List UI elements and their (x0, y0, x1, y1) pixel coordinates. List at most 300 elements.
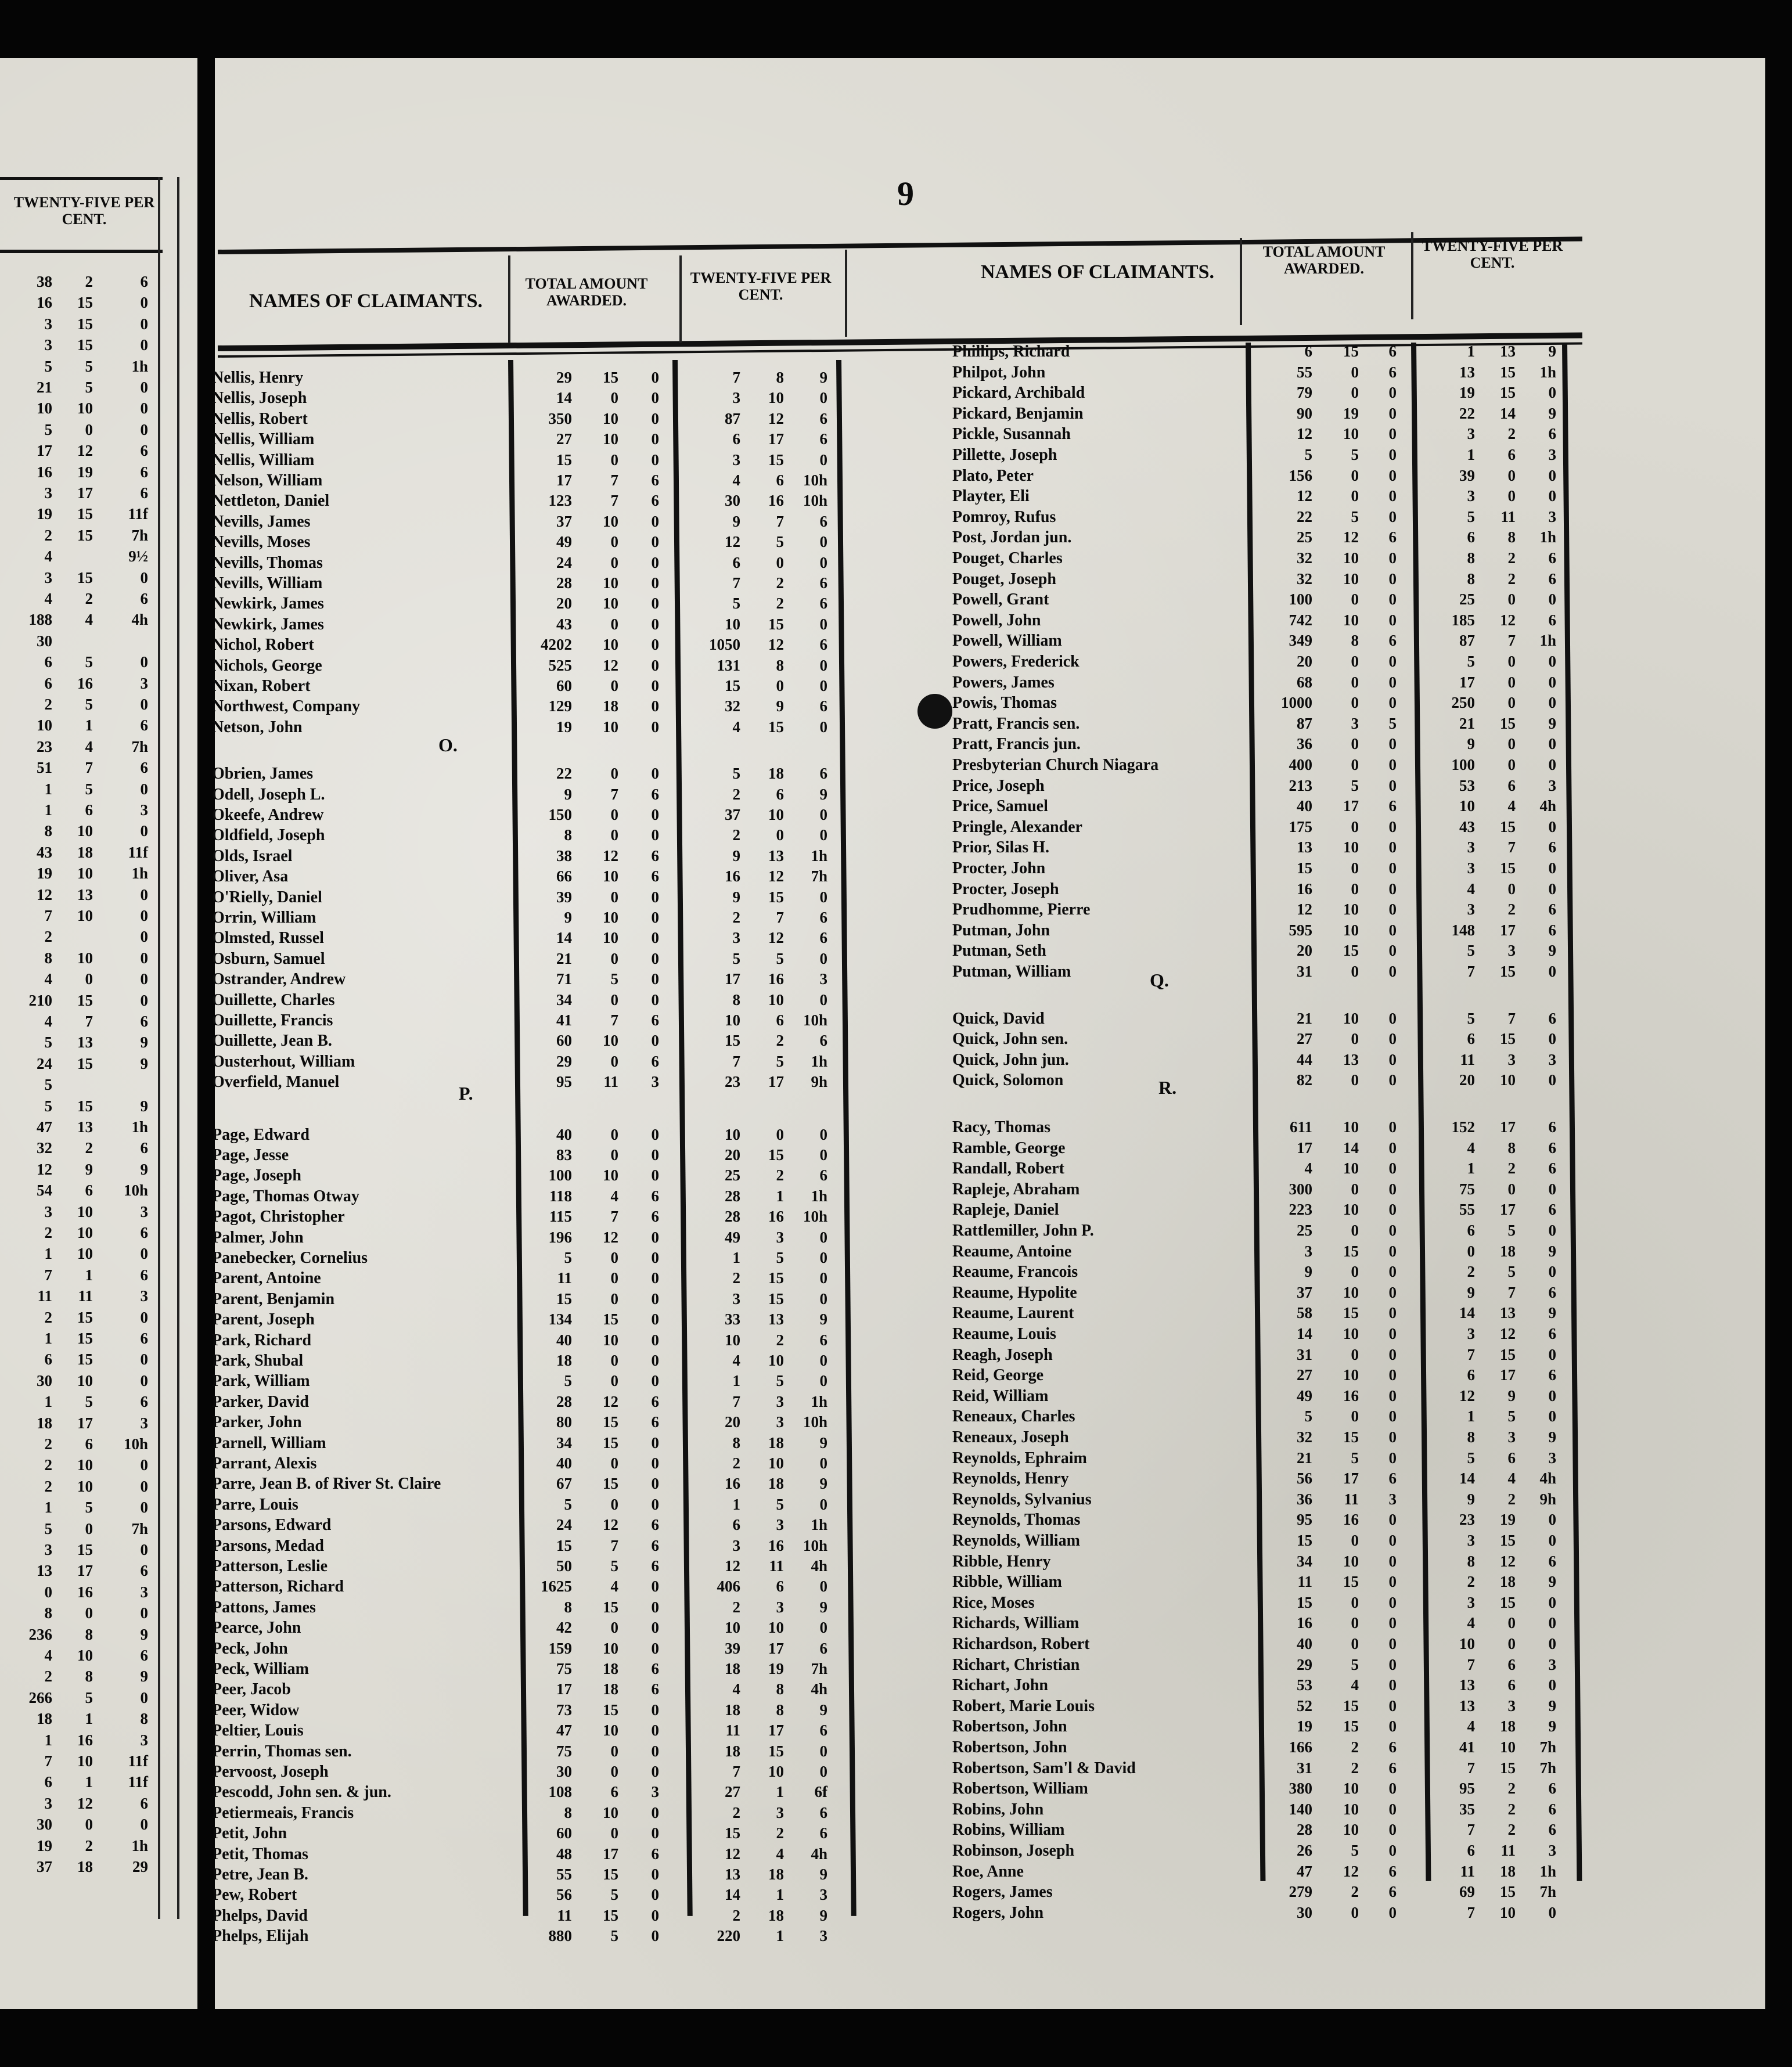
partial-amount-cell: 30 (37, 1371, 52, 1389)
total-amount-cell: 118 (549, 1187, 572, 1205)
partial-amount-cell: 1 (85, 1773, 93, 1791)
partial-amount-cell: 6 (140, 716, 148, 734)
partial-amount-cell: 47 (37, 1118, 52, 1136)
total-amount-cell: 18 (556, 1352, 572, 1369)
total-amount-cell: 6 (651, 1208, 659, 1226)
partial-amount-cell: 8 (44, 822, 52, 840)
total-amount-cell: 0 (1388, 776, 1397, 794)
partial-amount-cell: 5 (44, 1519, 52, 1537)
quarter-amount-cell: 18 (725, 1742, 740, 1760)
total-amount-cell: 880 (548, 1927, 572, 1945)
total-amount-cell: 6 (1304, 343, 1312, 360)
total-amount-cell: 0 (651, 1032, 659, 1050)
total-amount-cell: 742 (1289, 611, 1312, 629)
total-amount-cell: 0 (1388, 1821, 1397, 1839)
table-row (952, 1594, 1579, 1614)
quarter-amount-cell: 15 (1500, 714, 1516, 732)
section-letter-r: R. (1158, 1077, 1177, 1098)
total-amount-cell: 10 (603, 595, 618, 613)
quarter-amount-cell: 0 (1548, 1903, 1556, 1921)
quarter-amount-cell: 0 (819, 888, 827, 906)
quarter-amount-cell: 0 (819, 389, 827, 407)
total-amount-cell: 0 (610, 1146, 618, 1164)
total-amount-cell: 58 (1297, 1304, 1312, 1322)
hdr-divider-1 (508, 255, 510, 343)
total-amount-cell: 0 (1388, 1201, 1397, 1219)
total-amount-cell: 0 (1351, 880, 1359, 898)
claimant-name: Peck, John (212, 1639, 288, 1658)
total-amount-cell: 140 (1289, 1800, 1312, 1818)
total-amount-cell: 0 (651, 970, 659, 988)
partial-amount-cell: 18 (77, 1858, 93, 1875)
quarter-amount-cell: 5 (776, 1372, 784, 1390)
quarter-amount-cell: 7 (732, 1763, 740, 1780)
quarter-amount-cell: 6 (1548, 1009, 1556, 1027)
table-row (952, 1614, 1579, 1634)
quarter-amount-cell: 12 (1459, 1387, 1475, 1405)
partial-amount-cell: 1 (85, 1266, 93, 1284)
hdr-divider-3 (845, 250, 847, 337)
quarter-amount-cell: 7 (732, 369, 740, 386)
quarter-amount-cell: 6 (776, 1578, 784, 1596)
partial-amount-cell: 7h (131, 737, 148, 755)
partial-amount-cell: 0 (140, 991, 148, 1009)
partial-amount-cell: 15 (77, 991, 93, 1009)
total-amount-cell: 0 (1388, 1532, 1397, 1549)
quarter-amount-cell: 2 (732, 1803, 740, 1821)
table-row (952, 797, 1579, 817)
quarter-amount-cell: 10 (768, 1352, 784, 1369)
quarter-amount-cell: 2 (1507, 1159, 1516, 1177)
total-amount-cell: 0 (651, 949, 659, 967)
quarter-amount-cell: 53 (1459, 776, 1475, 794)
partial-amount-cell: 6 (140, 1330, 148, 1347)
total-amount-cell: 15 (603, 1434, 618, 1452)
quarter-amount-cell: 100 (1451, 756, 1475, 773)
total-amount-cell: 0 (651, 765, 659, 783)
quarter-amount-cell: 0 (1548, 1263, 1556, 1281)
total-amount-cell: 12 (603, 1228, 618, 1246)
total-amount-cell: 12 (603, 1516, 618, 1534)
total-amount-cell: 12 (1343, 528, 1359, 546)
table-row (952, 1470, 1579, 1489)
table-row (212, 1660, 839, 1680)
partial-amount-cell: 11 (37, 1287, 52, 1305)
total-amount-cell: 28 (1297, 1821, 1312, 1839)
total-amount-cell: 60 (556, 1824, 572, 1842)
partial-amount-cell: 6 (140, 1393, 148, 1411)
partial-amount-cell: 0 (85, 970, 93, 988)
partial-amount-cell: 24 (37, 1054, 52, 1072)
claimant-name: Robinson, Joseph (952, 1842, 1075, 1860)
total-amount-cell: 14 (1343, 1139, 1359, 1157)
partial-amount-cell: 12 (37, 1160, 52, 1178)
table-row (212, 991, 839, 1011)
claimant-name: Rogers, John (952, 1903, 1044, 1922)
quarter-amount-cell: 9h (1539, 1490, 1556, 1508)
quarter-amount-cell: 1050 (709, 636, 740, 654)
total-amount-cell: 10 (603, 574, 618, 592)
quarter-amount-cell: 7 (776, 512, 784, 530)
partial-amount-cell: 13 (77, 1034, 93, 1051)
total-amount-cell: 0 (1388, 1552, 1397, 1570)
total-amount-cell: 0 (610, 1824, 618, 1842)
table-row (952, 1490, 1579, 1510)
total-amount-cell: 7 (610, 492, 618, 510)
total-header-right: TOTAL AMOUNT AWARDED. (1262, 243, 1386, 277)
claimant-name: Quick, Solomon (952, 1071, 1064, 1090)
quarter-amount-cell: 43 (1459, 818, 1475, 836)
quarter-amount-cell: 12 (725, 533, 740, 551)
quarter-amount-cell: 406 (717, 1578, 740, 1596)
quarter-amount-cell: 14 (1459, 1470, 1475, 1488)
total-amount-cell: 0 (610, 888, 618, 906)
quarter-amount-cell: 1h (1539, 632, 1556, 650)
claimant-name: Northwest, Company (212, 697, 361, 716)
quarter-amount-cell: 3 (1507, 1428, 1516, 1446)
table-row (212, 847, 839, 867)
quarter-amount-cell: 2 (732, 1906, 740, 1924)
quarter-amount-cell: 7 (1467, 1759, 1475, 1777)
table-row (212, 389, 839, 409)
quarter-amount-cell: 12 (768, 867, 784, 885)
quarter-amount-cell: 2 (1507, 1490, 1516, 1508)
partial-amount-cell: 3 (44, 568, 52, 586)
partial-amount-cell: 1 (85, 716, 93, 734)
quarter-amount-cell: 1h (811, 1187, 827, 1205)
total-amount-cell: 0 (651, 1701, 659, 1719)
quarter-amount-cell: 6 (1467, 1842, 1475, 1859)
total-amount-cell: 32 (1297, 549, 1312, 567)
total-amount-cell: 10 (1343, 611, 1359, 629)
quarter-amount-cell: 250 (1451, 694, 1475, 712)
total-amount-cell: 0 (1351, 735, 1359, 753)
partial-amount-cell: 15 (77, 1541, 93, 1558)
quarter-amount-cell: 5 (776, 1249, 784, 1266)
partial-amount-cell: 11f (128, 505, 148, 523)
quarter-amount-cell: 33 (725, 1310, 740, 1328)
partial-amount-cell: 19 (77, 463, 93, 481)
quarter-amount-cell: 0 (819, 1619, 827, 1637)
total-amount-cell: 0 (651, 1146, 659, 1164)
total-amount-cell: 27 (1297, 1030, 1312, 1048)
total-amount-cell: 0 (1351, 487, 1359, 505)
total-amount-cell: 0 (1351, 590, 1359, 608)
table-row (212, 615, 839, 635)
partial-amount-cell: 1 (44, 1245, 52, 1263)
partial-amount-cell: 0 (140, 653, 148, 671)
total-amount-cell: 4 (610, 1187, 618, 1205)
total-amount-cell: 0 (1351, 1635, 1359, 1652)
table-row (952, 1222, 1579, 1241)
quarter-amount-cell: 10 (725, 1125, 740, 1143)
partial-amount-cell: 2 (85, 1139, 93, 1157)
quarter-amount-cell: 0 (1548, 880, 1556, 898)
total-amount-cell: 16 (1343, 1387, 1359, 1405)
quarter-amount-cell: 9 (819, 1434, 827, 1452)
quarter-amount-cell: 1 (776, 1886, 784, 1904)
quarter-amount-cell: 0 (1507, 487, 1516, 505)
quarter-amount-cell: 7 (732, 574, 740, 592)
quarter-amount-cell: 0 (819, 1578, 827, 1596)
quarter-amount-cell: 6 (819, 697, 827, 715)
total-amount-cell: 10 (603, 867, 618, 885)
table-row (952, 674, 1579, 693)
total-amount-cell: 10 (603, 1166, 618, 1184)
quarter-amount-cell: 15 (768, 1290, 784, 1308)
claimant-name: Quick, John sen. (952, 1030, 1068, 1049)
quarter-amount-cell: 2 (732, 826, 740, 844)
total-amount-cell: 17 (1343, 1470, 1359, 1488)
claimant-name: Page, Edward (212, 1125, 310, 1144)
quarter-amount-cell: 2 (776, 1824, 784, 1842)
total-amount-cell: 15 (603, 1866, 618, 1883)
partial-amount-cell: 15 (77, 1351, 93, 1369)
total-amount-cell: 0 (610, 1763, 618, 1780)
quarter-amount-cell: 1 (776, 1187, 784, 1205)
quarter-amount-cell: 6 (732, 553, 740, 571)
quarter-amount-cell: 1 (776, 1927, 784, 1945)
quarter-amount-cell: 6 (819, 1032, 827, 1050)
table-row (952, 1428, 1579, 1448)
quarter-amount-cell: 0 (819, 1146, 827, 1164)
total-amount-cell: 73 (556, 1701, 572, 1719)
total-amount-cell: 34 (1297, 1552, 1312, 1570)
total-amount-cell: 39 (556, 888, 572, 906)
quarter-amount-cell: 3 (732, 389, 740, 407)
total-amount-cell: 0 (1351, 859, 1359, 877)
total-amount-cell: 15 (1297, 1532, 1312, 1549)
quarter-amount-cell: 0 (1548, 384, 1556, 402)
quarter-amount-cell: 12 (725, 1557, 740, 1575)
quarter-amount-cell: 0 (776, 826, 784, 844)
total-amount-cell: 0 (1388, 1614, 1397, 1632)
table-row (212, 1763, 839, 1782)
quarter-amount-cell: 220 (717, 1927, 740, 1945)
quarter-amount-cell: 17 (768, 1639, 784, 1657)
partial-amount-cell: 7h (131, 1519, 148, 1537)
quarter-amount-cell: 0 (819, 1290, 827, 1308)
table-row (212, 1126, 839, 1146)
quarter-amount-cell: 5 (776, 949, 784, 967)
table-row (212, 867, 839, 887)
quarter-amount-cell: 20 (725, 1146, 740, 1164)
quarter-amount-cell: 10 (725, 615, 740, 633)
total-amount-cell: 7 (610, 1011, 618, 1029)
claimant-name: Nixan, Robert (212, 677, 311, 695)
table-row (212, 1053, 839, 1072)
claimant-name: Pratt, Francis jun. (952, 735, 1081, 754)
total-amount-cell: 21 (1297, 1009, 1312, 1027)
table-row (952, 1071, 1579, 1091)
total-amount-cell: 223 (1289, 1201, 1312, 1219)
quarter-amount-cell: 95 (1459, 1780, 1475, 1798)
total-amount-cell: 15 (603, 369, 618, 386)
quarter-amount-cell: 9 (1548, 1428, 1556, 1446)
total-amount-cell: 60 (556, 1032, 572, 1050)
partial-amount-cell: 13 (37, 1562, 52, 1580)
total-amount-cell: 5 (1351, 1842, 1359, 1859)
total-amount-cell: 0 (1388, 549, 1397, 567)
total-amount-cell: 75 (556, 1742, 572, 1760)
total-amount-cell: 5 (1351, 1655, 1359, 1673)
total-amount-cell: 40 (1297, 797, 1312, 815)
top-dark-border (0, 0, 1792, 58)
quarter-amount-cell: 2 (1507, 425, 1516, 443)
total-amount-cell: 10 (1343, 1780, 1359, 1798)
quarter-amount-cell: 5 (732, 595, 740, 613)
table-row (952, 1883, 1579, 1903)
partial-amount-cell: 5 (44, 1034, 52, 1051)
quarter-amount-cell: 7 (1507, 632, 1516, 650)
quarter-amount-cell: 10 (725, 1619, 740, 1637)
claimant-name: Powell, Grant (952, 590, 1049, 609)
total-amount-cell: 31 (1297, 1345, 1312, 1363)
names-header-left: NAMES OF CLAIMANTS. (249, 290, 483, 312)
quarter-amount-cell: 0 (1507, 735, 1516, 753)
total-amount-cell: 0 (1388, 1635, 1397, 1652)
quarter-amount-cell: 35 (1459, 1800, 1475, 1818)
table-row (212, 1229, 839, 1248)
total-amount-cell: 6 (1388, 343, 1397, 360)
claimant-name: Reaume, Antoine (952, 1242, 1072, 1261)
total-amount-cell: 13 (1297, 838, 1312, 856)
claimant-name: Putman, John (952, 921, 1050, 939)
total-amount-cell: 18 (603, 1680, 618, 1698)
partial-amount-cell: 3 (44, 1202, 52, 1220)
total-amount-cell: 10 (603, 718, 618, 736)
quarter-amount-cell: 6 (776, 1011, 784, 1029)
quarter-amount-cell: 9 (732, 888, 740, 906)
partial-amount-cell: 10 (37, 399, 52, 417)
table-row (952, 1738, 1579, 1758)
partial-amount-cell: 8 (140, 1710, 148, 1728)
quarter-amount-cell: 32 (725, 697, 740, 715)
partial-amount-cell: 5 (85, 1393, 93, 1411)
partial-amount-cell: 6 (140, 1266, 148, 1284)
quarter-amount-cell: 11 (1500, 507, 1516, 525)
total-amount-cell: 8 (564, 1598, 572, 1616)
partial-amount-cell: 17 (37, 442, 52, 460)
claimant-name: Park, Shubal (212, 1352, 304, 1370)
total-amount-cell: 8 (564, 1803, 572, 1821)
total-amount-cell: 0 (1388, 1242, 1397, 1260)
total-amount-cell: 6 (1388, 363, 1397, 381)
quarter-amount-cell: 17 (1500, 1118, 1516, 1136)
quarter-amount-cell: 39 (1459, 466, 1475, 484)
partial-amount-cell: 11f (128, 1773, 148, 1791)
partial-amount-cell: 7 (44, 1752, 52, 1770)
quarter-amount-cell: 2 (732, 1454, 740, 1472)
quarter-amount-cell: 16 (725, 1475, 740, 1493)
table-row (212, 929, 839, 949)
total-amount-cell: 4 (610, 1578, 618, 1596)
total-amount-cell: 24 (556, 1516, 572, 1534)
total-amount-cell: 0 (651, 409, 659, 427)
total-amount-cell: 0 (610, 389, 618, 407)
partial-amount-cell: 19 (37, 505, 52, 523)
claimant-name: Ouillette, Francis (212, 1011, 333, 1029)
total-amount-cell: 0 (610, 553, 618, 571)
table-row (952, 901, 1579, 920)
table-row (952, 1842, 1579, 1861)
quarter-amount-cell: 18 (768, 1906, 784, 1924)
partial-amount-cell: 17 (77, 484, 93, 502)
quarter-amount-cell: 9 (819, 1598, 827, 1616)
claimant-name: Pratt, Francis sen. (952, 714, 1080, 733)
claimant-name: Rogers, James (952, 1883, 1053, 1902)
table-row (212, 1310, 839, 1330)
claimant-name: Reagh, Joseph (952, 1345, 1053, 1364)
table-row (952, 1325, 1579, 1345)
total-amount-cell: 0 (1388, 838, 1397, 856)
total-amount-cell: 159 (548, 1639, 572, 1657)
total-amount-cell: 595 (1289, 921, 1312, 939)
total-amount-cell: 12 (603, 847, 618, 865)
quarter-amount-cell: 0 (819, 1372, 827, 1390)
total-amount-cell: 29 (1297, 1655, 1312, 1673)
table-row (212, 636, 839, 656)
quarter-amount-cell: 0 (1548, 590, 1556, 608)
partial-amount-cell: 10 (77, 1224, 93, 1241)
total-amount-cell: 53 (1297, 1676, 1312, 1694)
quarter-amount-cell: 0 (1548, 963, 1556, 980)
total-amount-cell: 196 (548, 1228, 572, 1246)
partial-amount-cell: 10 (77, 1202, 93, 1220)
total-amount-cell: 0 (1351, 363, 1359, 381)
total-amount-cell: 31 (1297, 1759, 1312, 1777)
total-amount-cell: 10 (1343, 901, 1359, 919)
quarter-amount-cell: 9 (819, 785, 827, 803)
total-amount-cell: 10 (603, 1032, 618, 1050)
quarter-amount-cell: 3 (776, 1392, 784, 1410)
quarter-amount-cell: 14 (1459, 1304, 1475, 1322)
claimant-name: Parker, David (212, 1392, 309, 1411)
table-row (212, 533, 839, 553)
quarter-amount-cell: 8 (776, 369, 784, 386)
claimant-name: Post, Jordan jun. (952, 528, 1072, 547)
partial-amount-cell: 10 (77, 865, 93, 883)
quarter-amount-cell: 12 (768, 409, 784, 427)
quarter-amount-cell: 0 (1548, 1222, 1556, 1239)
total-amount-cell: 50 (556, 1557, 572, 1575)
total-amount-cell: 10 (1343, 425, 1359, 443)
total-amount-cell: 24 (556, 553, 572, 571)
quarter-amount-cell: 6 (1548, 1139, 1556, 1157)
quarter-amount-cell: 10 (725, 1011, 740, 1029)
partial-amount-cell: 15 (77, 315, 93, 333)
partial-amount-cell: 13 (77, 1118, 93, 1136)
table-row (952, 446, 1579, 466)
partial-amount-cell: 16 (77, 1731, 93, 1749)
quarter-amount-cell: 9 (819, 369, 827, 386)
quarter-amount-cell: 4 (732, 1680, 740, 1698)
partial-amount-cell: 1h (131, 865, 148, 883)
partial-amount-cell: 1 (44, 1731, 52, 1749)
partial-amount-cell: 10 (37, 716, 52, 734)
partial-amount-cell: 0 (140, 1499, 148, 1517)
quarter-amount-cell: 0 (1548, 653, 1556, 670)
partial-amount-cell: 15 (77, 1330, 93, 1347)
quarter-amount-cell: 16 (725, 867, 740, 885)
total-amount-cell: 150 (548, 806, 572, 823)
quarter-amount-cell: 3 (1467, 859, 1475, 877)
total-amount-cell: 0 (610, 1495, 618, 1513)
partial-amount-cell: 4 (44, 1013, 52, 1030)
partial-amount-cell: 9 (140, 1097, 148, 1115)
partial-amount-cell: 8 (44, 1604, 52, 1622)
total-amount-cell: 0 (1351, 1222, 1359, 1239)
